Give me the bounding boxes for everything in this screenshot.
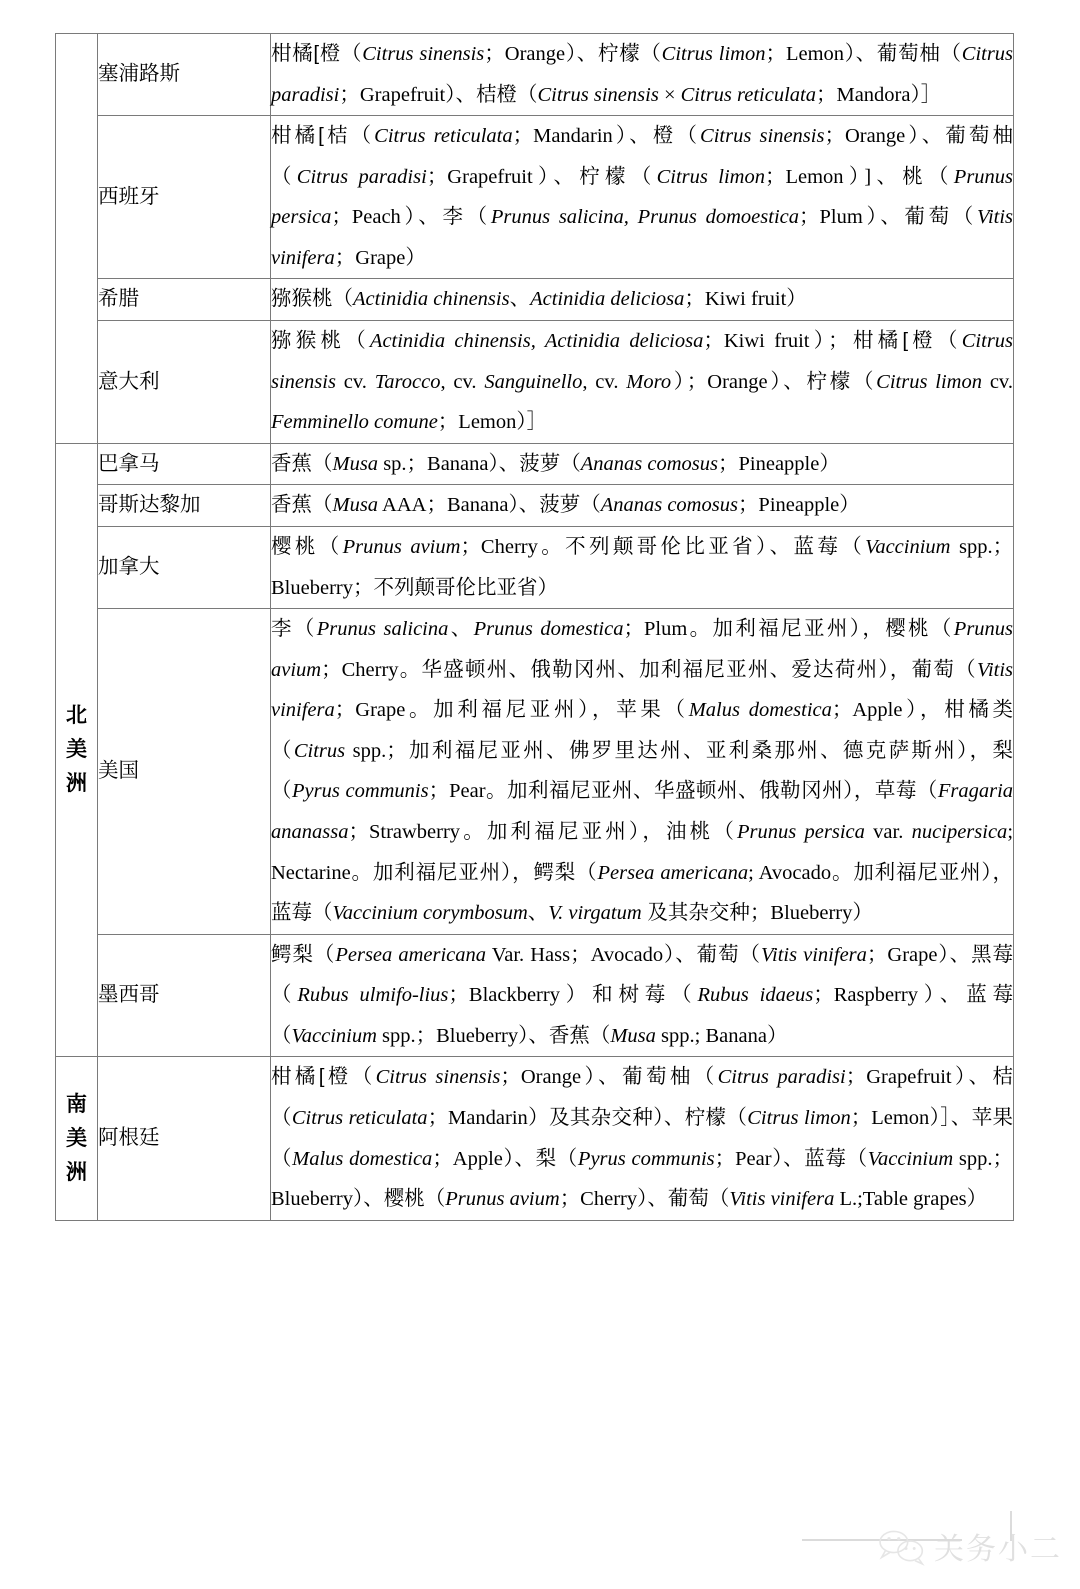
country-label: 希腊 [98,287,139,311]
country-cell-usa [98,609,271,935]
table-row [56,485,1014,527]
table-row [56,279,1014,321]
items-cell-costa-rica: 香蕉（Musa AAA；Banana）、菠萝（Ananas comosus；Pineapple） [271,485,1014,527]
items-cell-greece: 猕猴桃（Actinidia chinensis、Actinidia deliciosa；Kiwi fruit） [271,279,1014,321]
table-row [56,526,1014,608]
items-cell-mexico: 鳄梨（Persea americana Var. Hass；Avocado）、葡萄（Vitis vinifera；Grape）、黑莓（Rubus ulmifo-lius；Blackberry）和树莓（Rubus idaeus；Raspberry）、蓝莓（Vaccinium spp.；Blueberry）、香蕉（Musa spp.; Banana） [271,934,1014,1057]
items-cell-cyprus: 柑橘[橙（Citrus sinensis；Orange）、柠檬（Citrus limon；Lemon）、葡萄柚（Citrus paradisi；Grapefruit）、桔橙（Citrus sinensis × Citrus reticulata；Mandora）］ [271,34,1014,116]
country-label: 塞浦路斯 [98,62,180,86]
country-label: 哥斯达黎加 [98,493,201,517]
table-body [56,34,1014,1221]
watermark-rule-vertical [1010,1511,1012,1541]
country-label: 阿根廷 [98,1126,160,1150]
country-cell-greece [98,279,271,321]
table-row [56,1057,1014,1220]
region-cell-south-america [56,1057,98,1220]
country-cell-argentina [98,1057,271,1220]
country-cell-costa-rica [98,485,271,527]
watermark [812,1517,1062,1575]
region-char: 北 [66,704,87,728]
country-label: 加拿大 [98,555,160,579]
country-cell-spain [98,116,271,279]
country-cell-mexico [98,934,271,1057]
items-cell-argentina: 柑橘[橙（Citrus sinensis；Orange）、葡萄柚（Citrus paradisi；Grapefruit）、桔（Citrus reticulata；Mandarin）及其杂交种）、柠檬（Citrus limon；Lemon）］、苹果（Malus domestica；Apple）、梨（Pyrus communis；Pear）、蓝莓（Vaccinium spp.；Blueberry）、樱桃（Prunus avium；Cherry）、葡萄（Vitis vinifera L.;Table grapes） [271,1057,1014,1220]
region-char: 美 [66,738,87,762]
region-char: 洲 [66,772,87,796]
wechat-icon [876,1526,928,1566]
watermark-rule [802,1539,962,1541]
country-label: 巴拿马 [98,451,160,475]
country-label: 美国 [98,759,139,783]
country-cell-panama [98,443,271,485]
import-fruit-table [55,33,1014,1221]
country-label: 墨西哥 [98,983,160,1007]
table-row [56,934,1014,1057]
table-row [56,116,1014,279]
watermark-text: 关务小二 [934,1533,1062,1566]
items-cell-canada: 樱桃（Prunus avium；Cherry。不列颠哥伦比亚省）、蓝莓（Vaccinium spp.；Blueberry；不列颠哥伦比亚省） [271,526,1014,608]
region-char: 洲 [66,1160,87,1184]
region-char: 美 [66,1126,87,1150]
items-cell-usa: 李（Prunus salicina、Prunus domestica；Plum。加利福尼亚州），樱桃（Prunus avium；Cherry。华盛顿州、俄勒冈州、加利福尼亚州、爱达荷州），葡萄（Vitis vinifera；Grape。加利福尼亚州），苹果（Malus domestica；Apple），柑橘类（Citrus spp.；加利福尼亚州、佛罗里达州、亚利桑那州、德克萨斯州），梨（Pyrus communis；Pear。加利福尼亚州、华盛顿州、俄勒冈州），草莓（Fragaria ananassa；Strawberry。加利福尼亚州），油桃（Prunus persica var. nucipersica; Nectarine。加利福尼亚州），鳄梨（Persea americana; Avocado。加利福尼亚州），蓝莓（Vaccinium corymbosum、V. virgatum 及其杂交种；Blueberry） [271,609,1014,935]
table-row [56,34,1014,116]
region-cell-europe [56,34,98,444]
country-label: 西班牙 [98,184,160,208]
items-cell-italy: 猕猴桃（Actinidia chinensis, Actinidia deliciosa；Kiwi fruit）；柑橘[橙（Citrus sinensis cv. Tarocco, cv. Sanguinello, cv. Moro）；Orange）、柠檬（Citrus limon cv. Femminello comune；Lemon）］ [271,321,1014,444]
region-char: 南 [66,1092,87,1116]
items-cell-panama: 香蕉（Musa sp.；Banana）、菠萝（Ananas comosus；Pineapple） [271,443,1014,485]
country-cell-canada [98,526,271,608]
country-cell-cyprus [98,34,271,116]
items-cell-spain: 柑橘[桔（Citrus reticulata；Mandarin）、橙（Citrus sinensis；Orange）、葡萄柚（Citrus paradisi；Grapefruit）、柠檬（Citrus limon；Lemon）]、桃（Prunus persica；Peach）、李（Prunus salicina, Prunus domoestica；Plum）、葡萄（Vitis vinifera；Grape） [271,116,1014,279]
region-cell-north-america [56,443,98,1057]
country-label: 意大利 [98,369,160,393]
table-row [56,443,1014,485]
country-cell-italy [98,321,271,444]
table-row [56,321,1014,444]
table-row [56,609,1014,935]
